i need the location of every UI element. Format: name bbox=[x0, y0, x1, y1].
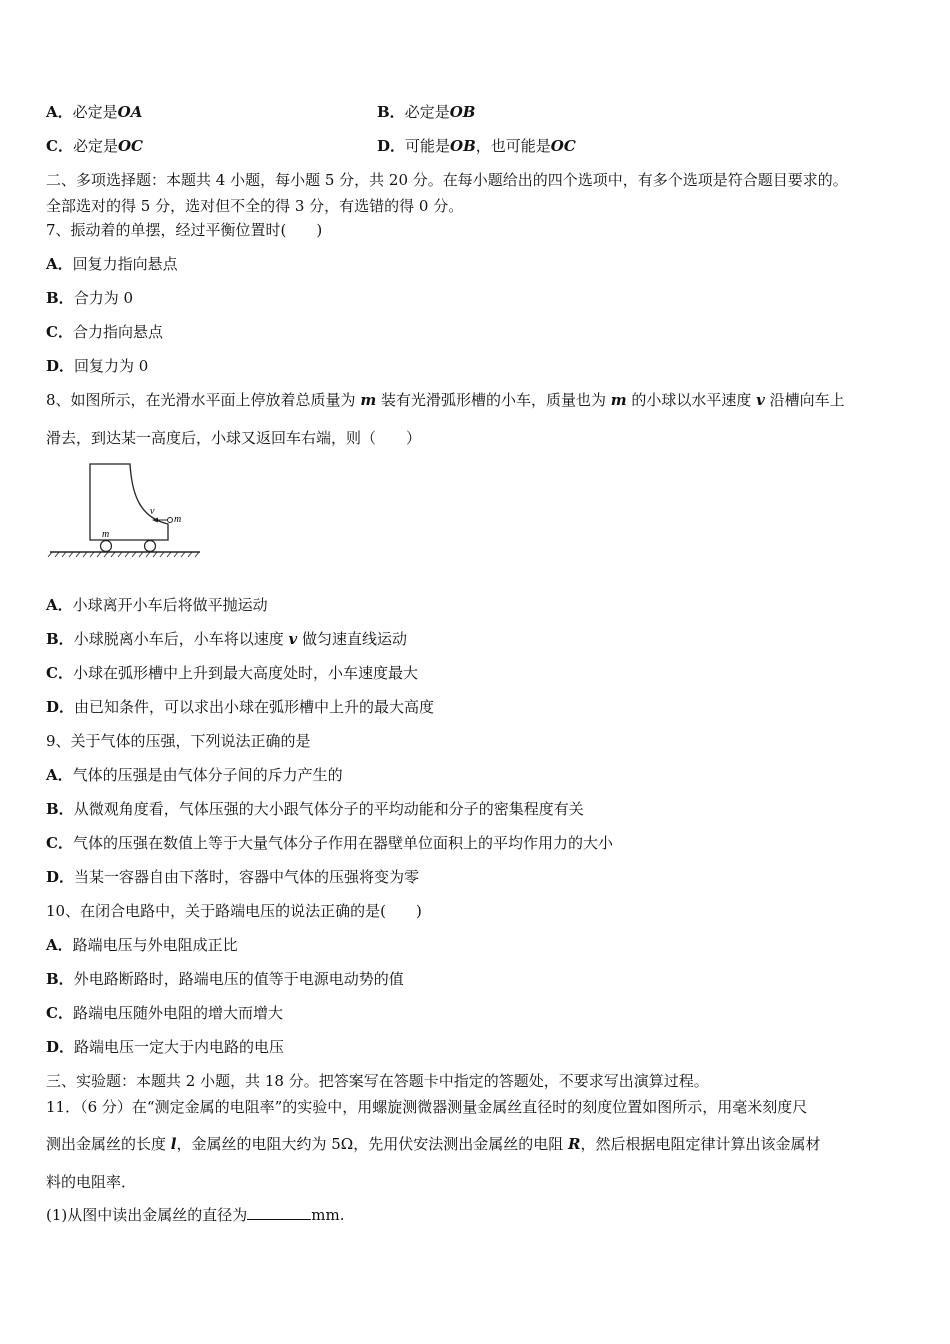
q10-stem: 10、在闭合电路中，关于路端电压的说法正确的是( ) bbox=[46, 902, 422, 920]
q11-line-3: 料的电阻率． bbox=[46, 1173, 137, 1191]
q8-stem-line-1 bbox=[46, 390, 845, 410]
option-label: A． bbox=[46, 103, 73, 121]
option-var: OB bbox=[449, 103, 476, 121]
q9-option-d bbox=[46, 867, 419, 887]
option-label: C． bbox=[46, 137, 73, 155]
option-text: 由已知条件，可以求出小球在弧形槽中上升的最大高度 bbox=[74, 698, 435, 716]
option-text: 小球脱离小车后，小车将以速度 bbox=[73, 630, 289, 648]
option-text: 小球离开小车后将做平抛运动 bbox=[72, 596, 268, 614]
option-text: 必定是 bbox=[72, 137, 118, 155]
q10-option-b bbox=[46, 969, 404, 989]
option-text: 从微观角度看，气体压强的大小跟气体分子的平均动能和分子的密集程度有关 bbox=[73, 800, 584, 818]
q6-option-a bbox=[46, 102, 142, 122]
option-label: D． bbox=[377, 137, 406, 155]
q11-line-1: 11．（6 分）在“测定金属的电阻率”的实验中，用螺旋测微器测量金属丝直径时的刻度位置如图所示，用毫米刻度尺 bbox=[46, 1098, 808, 1116]
option-label: D． bbox=[46, 868, 75, 886]
q9-option-b bbox=[46, 799, 584, 819]
q9-stem: 9、关于气体的压强，下列说法正确的是 bbox=[46, 732, 311, 750]
option-label: D． bbox=[46, 357, 75, 375]
option-label: D． bbox=[46, 698, 75, 716]
stem-text: 的小球以水平速度 bbox=[626, 391, 757, 409]
option-label: A． bbox=[46, 596, 73, 614]
cart-figure bbox=[46, 458, 206, 558]
cart-mass-label: m bbox=[102, 529, 110, 540]
option-label: A． bbox=[46, 766, 73, 784]
velocity-label: v bbox=[150, 506, 155, 517]
option-text: 气体的压强是由气体分子间的斥力产生的 bbox=[72, 766, 343, 784]
option-var: OA bbox=[117, 103, 143, 121]
stem-text: ，然后根据电阻定律计算出该金属材 bbox=[580, 1135, 821, 1153]
option-var: OC bbox=[550, 137, 576, 155]
option-text: 回复力为 0 bbox=[74, 357, 149, 375]
q10-option-d bbox=[46, 1037, 284, 1057]
answer-blank[interactable] bbox=[247, 1205, 311, 1220]
ball bbox=[168, 518, 173, 523]
resistance-var: R bbox=[568, 1135, 581, 1153]
option-text: ，也可能是 bbox=[475, 137, 551, 155]
stem-text: 沿槽向车上 bbox=[764, 391, 845, 409]
length-var: l bbox=[170, 1135, 177, 1153]
section-2-heading: 二、多项选择题：本题共 4 小题，每小题 5 分，共 20 分。在每小题给出的四个选项中，有多个选项是符合题目要求的。 bbox=[46, 171, 848, 189]
unit-text: mm. bbox=[311, 1206, 345, 1224]
section-2-scoring: 全部选对的得 5 分，选对但不全的得 3 分，有选错的得 0 分。 bbox=[46, 197, 464, 215]
option-text: 回复力指向悬点 bbox=[72, 255, 178, 273]
option-text: 气体的压强在数值上等于大量气体分子作用在器壁单位面积上的平均作用力的大小 bbox=[72, 834, 613, 852]
q6-option-c bbox=[46, 136, 143, 156]
option-label: D． bbox=[46, 1038, 75, 1056]
option-text: 必定是 bbox=[404, 103, 450, 121]
stem-text: ，金属丝的电阻大约为 5Ω，先用伏安法测出金属丝的电阻 bbox=[176, 1135, 569, 1153]
option-text: 路端电压与外电阻成正比 bbox=[72, 936, 238, 954]
option-label: C． bbox=[46, 323, 73, 341]
option-text: 外电路断路时，路端电压的值等于电源电动势的值 bbox=[73, 970, 404, 988]
option-text: 当某一容器自由下落时，容器中气体的压强将变为零 bbox=[74, 868, 420, 886]
q8-option-a bbox=[46, 595, 268, 615]
q8-option-b bbox=[46, 629, 407, 649]
q7-option-d bbox=[46, 356, 148, 376]
option-var: OB bbox=[450, 137, 476, 155]
q8-option-c bbox=[46, 663, 418, 683]
option-var: OC bbox=[117, 137, 143, 155]
stem-text: 8、如图所示，在光滑水平面上停放着总质量为 bbox=[46, 391, 361, 409]
option-label: B． bbox=[377, 103, 405, 121]
option-label: C． bbox=[46, 664, 73, 682]
q7-option-a bbox=[46, 254, 178, 274]
stem-text: 测出金属丝的长度 bbox=[46, 1135, 171, 1153]
q7-option-b bbox=[46, 288, 133, 308]
option-label: B． bbox=[46, 800, 74, 818]
velocity-var: v bbox=[288, 630, 298, 648]
option-text: 路端电压随外电阻的增大而增大 bbox=[72, 1004, 283, 1022]
option-label: A． bbox=[46, 255, 73, 273]
stem-text: (1)从图中读出金属丝的直径为 bbox=[46, 1206, 248, 1224]
q7-stem: 7、振动着的单摆，经过平衡位置时( ) bbox=[46, 221, 323, 239]
option-label: C． bbox=[46, 834, 73, 852]
q8-stem-line-2: 滑去，到达某一高度后，小球又返回车右端，则（ ） bbox=[46, 429, 422, 447]
q9-option-c bbox=[46, 833, 613, 853]
option-text: 小球在弧形槽中上升到最大高度处时，小车速度最大 bbox=[72, 664, 418, 682]
option-text: 合力为 0 bbox=[73, 289, 133, 307]
option-text: 做匀速直线运动 bbox=[297, 630, 407, 648]
q6-option-d bbox=[377, 136, 576, 156]
option-label: B． bbox=[46, 970, 74, 988]
option-label: A． bbox=[46, 936, 73, 954]
q10-option-c bbox=[46, 1003, 283, 1023]
option-text: 合力指向悬点 bbox=[72, 323, 163, 341]
option-label: B． bbox=[46, 289, 74, 307]
option-label: C． bbox=[46, 1004, 73, 1022]
wheel-right bbox=[145, 541, 156, 552]
option-text: 可能是 bbox=[405, 137, 451, 155]
option-label: B． bbox=[46, 630, 74, 648]
q10-option-a bbox=[46, 935, 238, 955]
option-text: 必定是 bbox=[72, 103, 118, 121]
q6-option-b bbox=[377, 102, 475, 122]
q9-option-a bbox=[46, 765, 343, 785]
mass-var: m bbox=[360, 391, 377, 409]
q8-option-d bbox=[46, 697, 434, 717]
q11-sub-1 bbox=[46, 1205, 344, 1225]
wheel-left bbox=[101, 541, 112, 552]
stem-text: 装有光滑弧形槽的小车，质量也为 bbox=[376, 391, 611, 409]
section-3-heading: 三、实验题：本题共 2 小题，共 18 分。把答案写在答题卡中指定的答题处，不要求写出演算过程。 bbox=[46, 1072, 709, 1090]
q7-option-c bbox=[46, 322, 163, 342]
mass-var: m bbox=[610, 391, 627, 409]
ball-mass-label: m bbox=[174, 514, 182, 525]
option-text: 路端电压一定大于内电路的电压 bbox=[74, 1038, 285, 1056]
velocity-var: v bbox=[756, 391, 765, 409]
q11-line-2 bbox=[46, 1134, 821, 1154]
